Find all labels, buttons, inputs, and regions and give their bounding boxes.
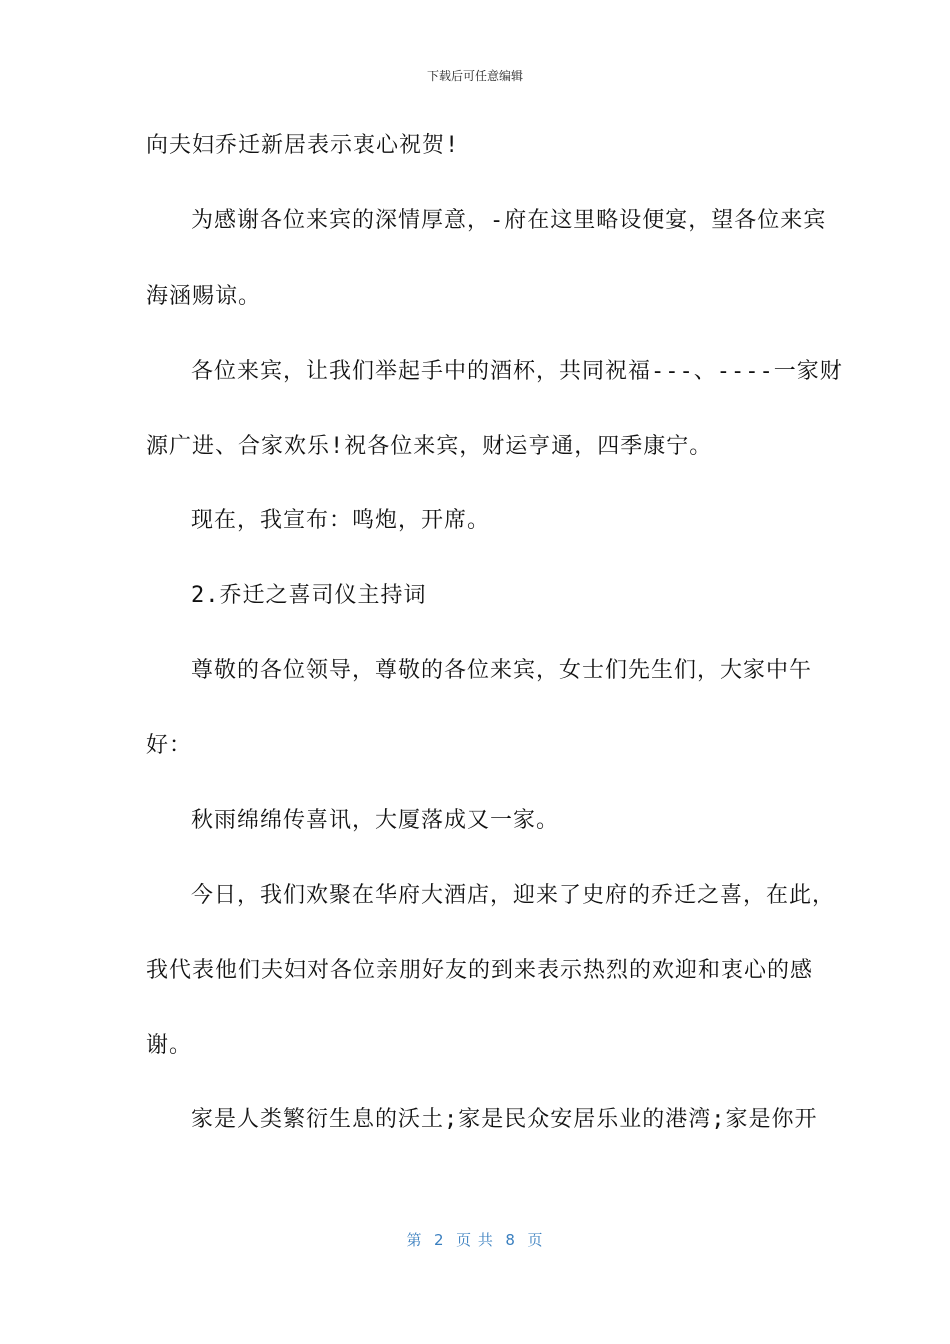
- paragraph-line: 尊敬的各位领导，尊敬的各位来宾，女士们先生们，大家中午: [191, 658, 813, 683]
- page-number-footer: 第 2 页 共 8 页: [406, 1231, 544, 1249]
- paragraph-line: 为感谢各位来宾的深情厚意，-府在这里略设便宴，望各位来宾: [191, 208, 827, 233]
- paragraph-line: 向夫妇乔迁新居表示衷心祝贺!: [146, 133, 460, 158]
- paragraph-line: 好：: [146, 733, 193, 758]
- section-heading: 2.乔迁之喜司仪主持词: [191, 583, 427, 608]
- paragraph-line: 现在，我宣布：鸣炮，开席。: [191, 508, 491, 533]
- paragraph-line: 秋雨绵绵传喜讯，大厦落成又一家。: [191, 808, 560, 833]
- paragraph-line: 我代表他们夫妇对各位亲朋好友的到来表示热烈的欢迎和衷心的感: [146, 958, 814, 983]
- paragraph-line: 谢。: [146, 1033, 193, 1058]
- paragraph-line: 各位来宾，让我们举起手中的酒杯，共同祝福---、----一家财: [191, 359, 843, 384]
- page-header-note: 下载后可任意编辑: [426, 69, 523, 83]
- paragraph-line: 源广进、合家欢乐!祝各位来宾，财运亨通，四季康宁。: [146, 434, 713, 459]
- paragraph-line: 家是人类繁衍生息的沃土;家是民众安居乐业的港湾;家是你开: [191, 1107, 818, 1132]
- paragraph-line: 今日，我们欢聚在华府大酒店，迎来了史府的乔迁之喜，在此，: [191, 883, 836, 908]
- paragraph-line: 海涵赐谅。: [146, 284, 262, 309]
